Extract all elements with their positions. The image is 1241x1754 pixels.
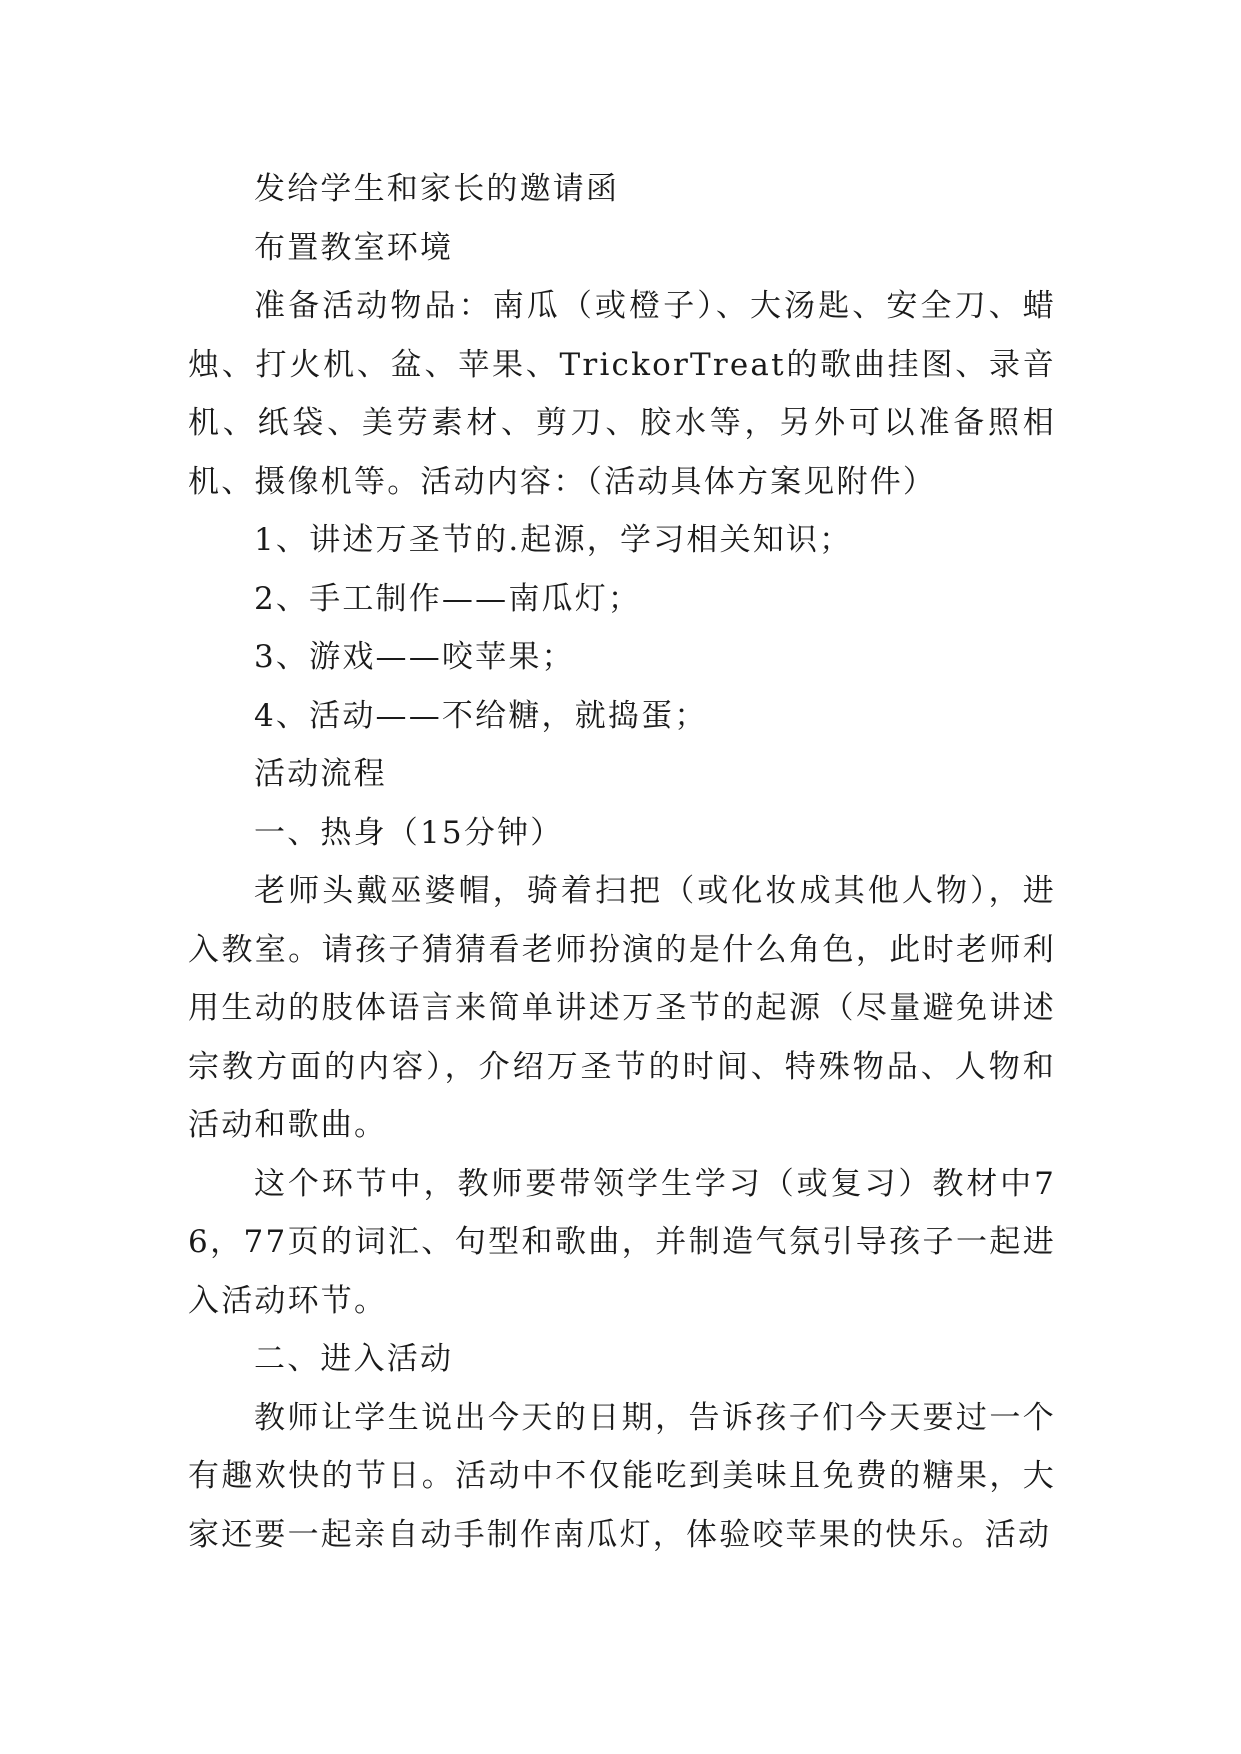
paragraph-warmup-body: 老师头戴巫婆帽，骑着扫把（或化妆成其他人物），进入教室。请孩子猜猜看老师扮演的是什么角色，此时老师利用生动的肢体语言来简单讲述万圣节的起源（尽量避免讲述宗教方面的内容），介绍万圣节的时间、特殊物品、人物和活动和歌曲。: [188, 873, 1056, 1143]
paragraph-classroom-setup: 布置教室环境: [254, 229, 454, 266]
section-heading-activity: 二、进入活动: [254, 1341, 454, 1377]
list-item-trick-or-treat: 4、活动——不给糖，就捣蛋；: [254, 697, 708, 734]
section-heading-process: 活动流程: [254, 756, 387, 792]
paragraph-activity-body: 教师让学生说出今天的日期，告诉孩子们今天要过一个有趣欢快的节日。活动中不仅能吃到美味且免费的糖果，大家还要一起亲自动手制作南瓜灯，体验咬苹果的快乐。活动: [188, 1399, 1056, 1553]
paragraph-warmup-vocab: 这个环节中，教师要带领学生学习（或复习）教材中76，77页的词汇、句型和歌曲，并制造气氛引导孩子一起进入活动环节。: [188, 1165, 1056, 1319]
paragraph-materials: 准备活动物品：南瓜（或橙子）、大汤匙、安全刀、蜡烛、打火机、盆、苹果、TrickorTreat的歌曲挂图、录音机、纸袋、美劳素材、剪刀、胶水等，另外可以准备照相机、摄像机等。活动内容：（活动具体方案见附件）: [188, 288, 1056, 500]
list-item-origin: 1、讲述万圣节的.起源，学习相关知识；: [254, 522, 853, 558]
paragraph-invitation: 发给学生和家长的邀请函: [254, 171, 620, 207]
list-item-apple-game: 3、游戏——咬苹果；: [254, 639, 575, 675]
document-body: [188, 160, 1056, 1564]
section-heading-warmup: 一、热身（15分钟）: [254, 814, 564, 851]
list-item-lantern: 2、手工制作——南瓜灯；: [254, 580, 642, 617]
